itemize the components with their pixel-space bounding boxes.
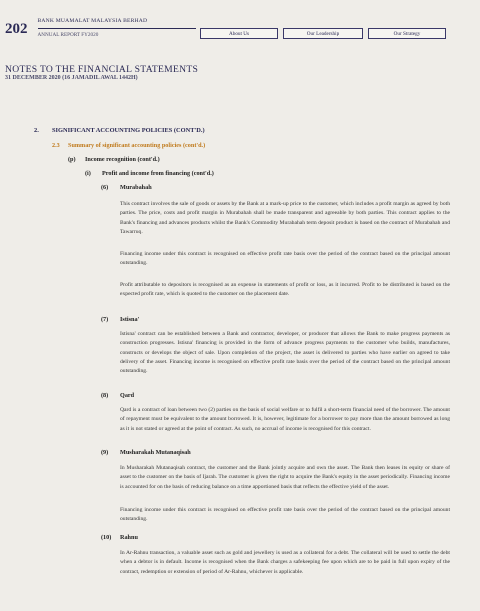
paragraph: In Musharakah Mutanaqisah contract, the customer and the Bank jointly acquire and own the asset. The Bank then leases its equity or share of asset to the customer on the basis of Ijarah. The customer is given the right to acquire the Bank's equity in the asset periodically. Financing income is accounted for on the basis of reducing balance on a time apportioned basis that reflects the effective yield of the asset.: [120, 465, 450, 490]
subsection-title: Summary of significant accounting policies (cont'd.): [68, 142, 206, 149]
policy-title: Income recognition (cont'd.): [85, 156, 160, 163]
notes-subtitle: 31 DECEMBER 2020 (16 JAMADIL AWAL 1442H): [5, 75, 138, 81]
header-left: [5, 18, 196, 39]
notes-title: NOTES TO THE FINANCIAL STATEMENTS: [5, 64, 199, 75]
report-name: ANNUAL REPORT FY2020: [37, 32, 99, 38]
item-label: (8): [101, 392, 109, 399]
bank-name: BANK MUAMALAT MALAYSIA BERHAD: [37, 18, 148, 24]
paragraph: Financing income under this contract is recognised on effective profit rate basis over the period of the contract based on the principal amount outstanding.: [120, 251, 450, 267]
item-label: (6): [101, 184, 109, 191]
paragraph: This contract involves the sale of goods or assets by the Bank at a mark-up price to the customer, which includes a profit margin as agreed by both parties. The price, costs and profit margin in Murabahah shall be made transparent and agreeable by both parties. This contract applies to the Bank's financing and advances products whilst the Bank's Commodity Murabahah term deposit product is based on the contract of Murabahah and Tawarruq.: [120, 201, 450, 235]
item-title-musharakah-mutanaqisah: Musharakah Mutanaqisah: [120, 449, 191, 456]
nav-about-us-button[interactable]: About Us: [200, 28, 278, 39]
policy-label: (p): [68, 156, 76, 163]
subpolicy-title: Profit and income from financing (cont'd.): [102, 170, 214, 177]
nav-our-leadership-button[interactable]: Our Leadership: [283, 28, 363, 39]
paragraph: Qard is a contract of loan between two (2) parties on the basis of social welfare or to fulfil a short-term financial need of the borrower. The amount of repayment must be equivalent to the amount borrowed. It is, however, legitimate for a borrower to pay more than the amount borrowed as long as it is not stated or agreed at the point of contract. As such, no accrual of income is recognised for this contract.: [120, 407, 450, 432]
section-number: 2.: [34, 127, 39, 134]
subsection-number: 2.3: [52, 142, 60, 149]
paragraph: In Ar-Rahnu transaction, a valuable asset such as gold and jewellery is used as a collateral for a debt. The collateral will be used to settle the debt when a debtor is in default. Income is recognised when the Bank charges a safekeeping fee upon which are to be paid in full upon expiry of the contract, redemption or extension of period of Ar-Rahnu, whichever is applicable.: [120, 550, 450, 575]
item-title-qard: Qard: [120, 392, 135, 399]
nav-our-strategy-button[interactable]: Our Strategy: [368, 28, 446, 39]
subpolicy-label: (i): [85, 170, 91, 177]
item-label: (7): [101, 316, 109, 323]
paragraph: Financing income under this contract is recognised on effective profit rate basis over the period of the contract based on the principal amount outstanding.: [120, 507, 450, 523]
item-title-rahnu: Rahnu: [120, 534, 138, 541]
item-label: (10): [101, 534, 112, 541]
header-divider: [38, 28, 196, 29]
section-title: SIGNIFICANT ACCOUNTING POLICIES (CONT'D.): [52, 127, 205, 134]
paragraph: Istisna' contract can be established between a Bank and contractor, developer, or producer that allows the Bank to make progress payments as construction progresses. Istisna' financing is provided in the form of advance progress payments to the customer who builds, manufactures, constructs or develops the object of sale. Upon completion of the project, the asset is delivered to parties who have earlier on agreed to take delivery of the asset. Financing income is recognised on effective profit rate basis over the period of the contract based on the principal amount outstanding.: [120, 331, 450, 375]
paragraph: Profit attributable to depositors is recognised as an expense in statements of profit or loss, as it incurred. Profit to be distributed is based on the expected profit rate, which is quoted to the customer on the placement date.: [120, 282, 450, 298]
page-number: 202: [5, 21, 28, 37]
item-label: (9): [101, 449, 109, 456]
item-title-murabahah: Murabahah: [120, 184, 152, 191]
header-titles: [38, 18, 196, 39]
item-title-istisna: Istisna': [120, 316, 140, 323]
